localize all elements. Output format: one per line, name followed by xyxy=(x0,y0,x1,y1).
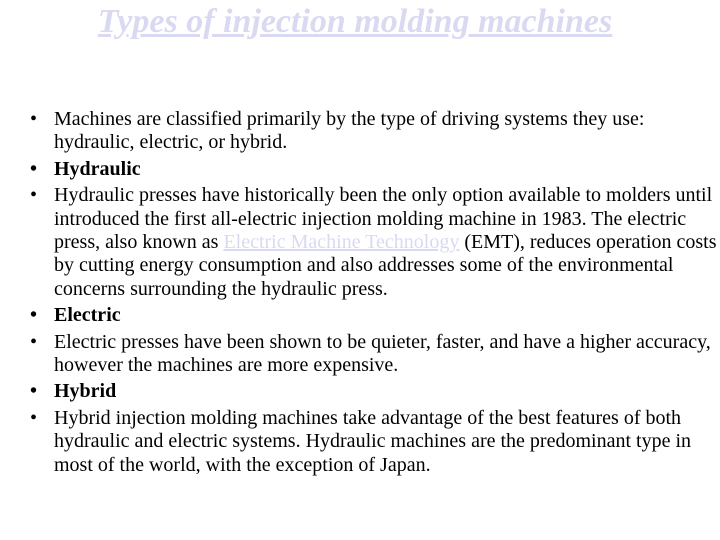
slide-title: Types of injection molding machines xyxy=(97,3,613,40)
bullet-heading-hybrid: • Hybrid xyxy=(54,380,718,403)
bullet-item-classification: • Machines are classified primarily by the type of driving systems they use: hydraulic, electric, or hybrid. xyxy=(54,108,718,155)
bullet-item-electric: • Electric presses have been shown to be quieter, faster, and have a higher accuracy, however the machines are more expensive. xyxy=(54,331,718,378)
bullet-list xyxy=(54,108,718,480)
bullet-text-after-link: (EMT), reduces operation costs by cutting energy consumption and also addresses some of the environmental concerns surrounding the hydraulic press. xyxy=(54,231,717,300)
bullet-text-before-link: Hydraulic presses have historically been the only option available to molders until introduced the first all-electric injection molding machine in 1983. The electric press, also known as xyxy=(54,184,713,254)
bullet-heading-electric: • Electric xyxy=(54,304,718,327)
bullet-item-hybrid: • Hybrid injection molding machines take advantage of the best features of both hydraulic and electric systems. Hydraulic machines are the predominant type in most of the world, with the exception of Japan. xyxy=(54,407,718,477)
emt-link[interactable]: Electric Machine Technology xyxy=(223,231,460,254)
bullet-heading-hydraulic: • Hydraulic xyxy=(54,158,718,181)
bullet-item-hydraulic xyxy=(54,184,718,301)
